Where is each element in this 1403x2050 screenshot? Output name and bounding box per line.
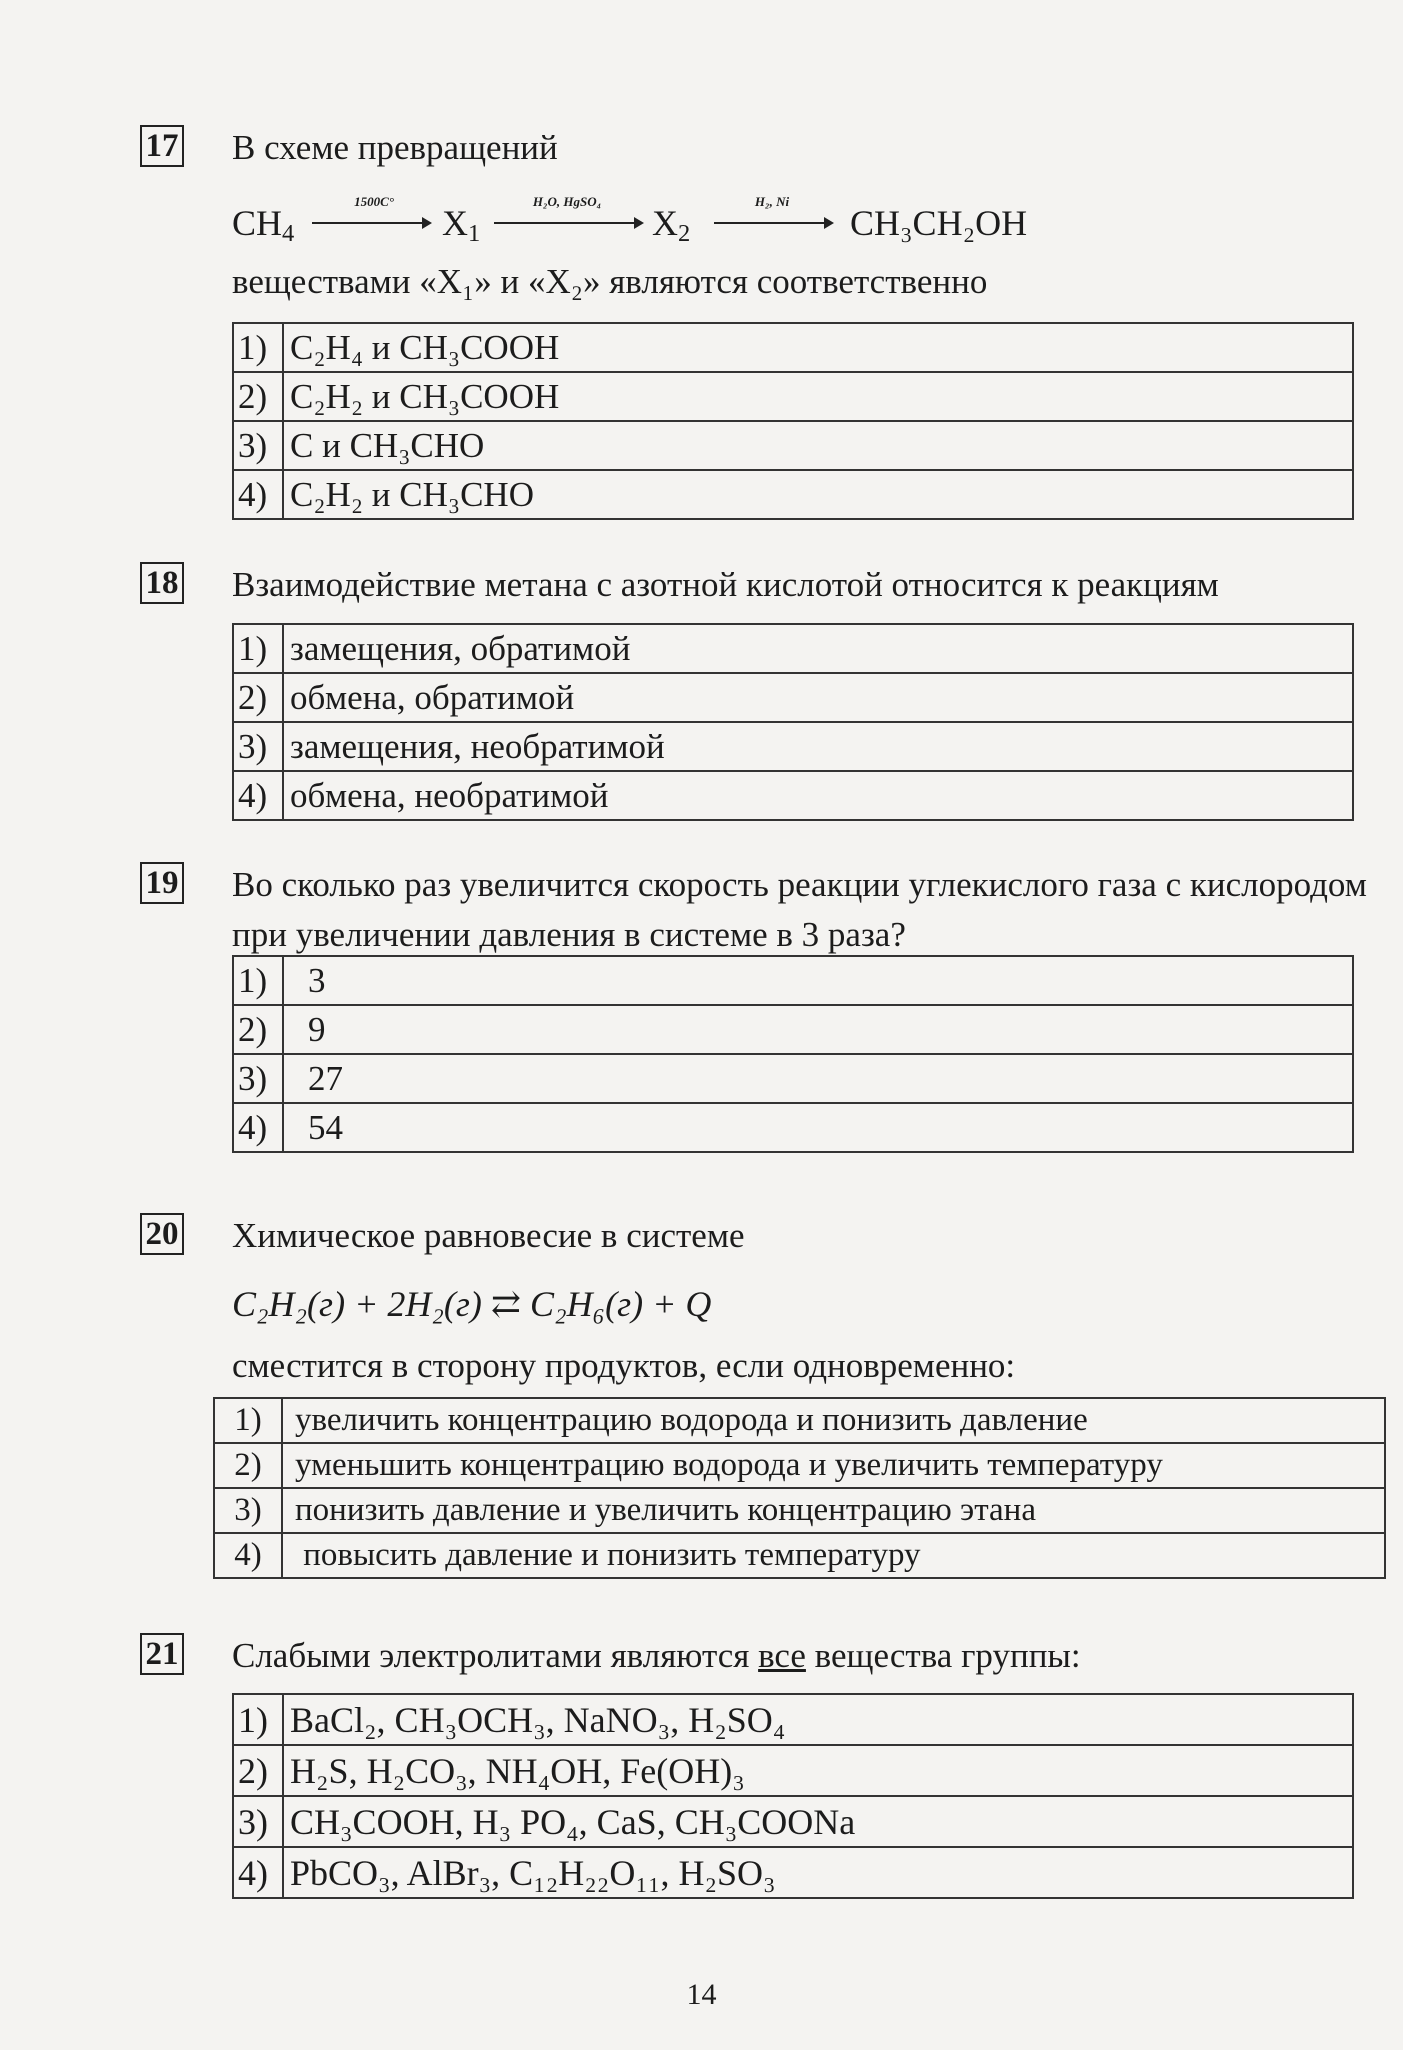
answer-row[interactable] bbox=[214, 1488, 1385, 1533]
question-intro: В схеме превращений bbox=[232, 128, 558, 167]
answer-row[interactable] bbox=[233, 624, 1353, 673]
answer-row[interactable] bbox=[214, 1398, 1385, 1443]
answer-text: замещения, обратимой bbox=[283, 624, 1353, 673]
answer-number: 3) bbox=[233, 1054, 283, 1103]
answer-number: 1) bbox=[233, 1694, 283, 1745]
scheme-start: $CH_4$ bbox=[232, 203, 295, 248]
answer-text: понизить давление и увеличить концентрацию этана bbox=[282, 1488, 1385, 1533]
equilibrium-equation: C₂H₂(г) + 2H₂(г) ⇄ C₂H₆(г) + Q bbox=[232, 1284, 712, 1324]
arrow-icon bbox=[312, 216, 432, 230]
arrow-icon bbox=[714, 216, 834, 230]
answer-number: 2) bbox=[214, 1443, 282, 1488]
answer-number: 4) bbox=[233, 470, 283, 519]
answer-text: увеличить концентрацию водорода и понизить давление bbox=[282, 1398, 1385, 1443]
question-number: 19 bbox=[140, 862, 184, 904]
answer-text: повысить давление и понизить температуру bbox=[282, 1533, 1385, 1578]
arrow-icon bbox=[494, 216, 644, 230]
answer-number: 4) bbox=[214, 1533, 282, 1578]
answer-number: 1) bbox=[214, 1398, 282, 1443]
answer-row[interactable] bbox=[233, 372, 1353, 421]
question-number: 21 bbox=[140, 1633, 184, 1675]
answer-text: 3 bbox=[283, 956, 1353, 1005]
answer-text: обмена, необратимой bbox=[283, 771, 1353, 820]
answer-row[interactable] bbox=[233, 1005, 1353, 1054]
question-number: 20 bbox=[140, 1213, 184, 1255]
answer-row[interactable] bbox=[233, 1847, 1353, 1898]
answer-row[interactable] bbox=[233, 1054, 1353, 1103]
answer-table bbox=[232, 955, 1354, 1153]
question-text bbox=[232, 1636, 1081, 1676]
question-intro: Химическое равновесие в системе bbox=[232, 1216, 745, 1255]
answer-table bbox=[213, 1397, 1386, 1579]
arrow-condition-3: H₂, Ni bbox=[754, 194, 790, 209]
answer-row[interactable] bbox=[233, 470, 1353, 519]
question-text-pre: Слабыми электролитами являются bbox=[232, 1636, 759, 1675]
answer-text: уменьшить концентрацию водорода и увеличить температуру bbox=[282, 1443, 1385, 1488]
answer-text: C₂H₄ и CH₃COOH bbox=[283, 323, 1353, 372]
answer-number: 2) bbox=[233, 1745, 283, 1796]
answer-number: 3) bbox=[233, 1796, 283, 1847]
answer-row[interactable] bbox=[214, 1533, 1385, 1578]
answer-number: 3) bbox=[233, 421, 283, 470]
answer-text: C₂H₂ и CH₃COOH bbox=[283, 372, 1353, 421]
answer-number: 3) bbox=[214, 1488, 282, 1533]
answer-number: 2) bbox=[233, 372, 283, 421]
answer-text: замещения, необратимой bbox=[283, 722, 1353, 771]
scheme-x1: $X_1$ bbox=[442, 203, 481, 248]
answer-row[interactable] bbox=[233, 722, 1353, 771]
scheme-end: CH₃CH₂OH bbox=[850, 203, 1028, 243]
answer-row[interactable] bbox=[233, 673, 1353, 722]
question-number: 18 bbox=[140, 562, 184, 604]
answer-table bbox=[232, 1693, 1354, 1899]
answer-number: 2) bbox=[233, 673, 283, 722]
answer-row[interactable] bbox=[214, 1443, 1385, 1488]
answer-number: 4) bbox=[233, 1847, 283, 1898]
transformation-scheme bbox=[232, 194, 1132, 248]
answer-row[interactable] bbox=[233, 1694, 1353, 1745]
answer-table bbox=[232, 623, 1354, 821]
question-text: Во сколько раз увеличится скорость реакции углекислого газа с кислородом при увеличении давления в системе в 3 раза? bbox=[232, 865, 1367, 954]
answer-row[interactable] bbox=[233, 421, 1353, 470]
question-number: 17 bbox=[140, 125, 184, 167]
answer-text: 27 bbox=[283, 1054, 1353, 1103]
question-text-post: вещества группы: bbox=[805, 1636, 1081, 1675]
answer-row[interactable] bbox=[233, 323, 1353, 372]
question-text-underlined: все bbox=[758, 1636, 806, 1675]
answer-text: PbCO₃, AlBr₃, C₁₂H₂₂O₁₁, H₂SO₃ bbox=[283, 1847, 1353, 1898]
question-text: веществами «X₁» и «X₂» являются соответственно bbox=[232, 262, 988, 301]
answer-number: 1) bbox=[233, 624, 283, 673]
answer-number: 1) bbox=[233, 323, 283, 372]
answer-row[interactable] bbox=[233, 1103, 1353, 1152]
answer-text: 9 bbox=[283, 1005, 1353, 1054]
answer-row[interactable] bbox=[233, 1745, 1353, 1796]
answer-number: 1) bbox=[233, 956, 283, 1005]
scheme-x2: $X_2$ bbox=[652, 203, 691, 248]
page-number: 14 bbox=[686, 1978, 717, 2011]
answer-text: CH₃COOH, H₃ PO₄, CaS, CH₃COONa bbox=[283, 1796, 1353, 1847]
answer-text: H₂S, H₂CO₃, NH₄OH, Fe(OH)₃ bbox=[283, 1745, 1353, 1796]
question-text: сместится в сторону продуктов, если одновременно: bbox=[232, 1346, 1016, 1385]
question-text: Взаимодействие метана с азотной кислотой относится к реакциям bbox=[232, 565, 1219, 604]
answer-number: 4) bbox=[233, 771, 283, 820]
answer-row[interactable] bbox=[233, 956, 1353, 1005]
answer-table bbox=[232, 322, 1354, 520]
answer-text: BaCl₂, CH₃OCH₃, NaNO₃, H₂SO₄ bbox=[283, 1694, 1353, 1745]
answer-text: C и CH₃CHO bbox=[283, 421, 1353, 470]
answer-text: обмена, обратимой bbox=[283, 673, 1353, 722]
arrow-condition-2: H₂O, HgSO₄ bbox=[532, 194, 602, 209]
arrow-condition-1: 1500C° bbox=[354, 194, 394, 209]
answer-row[interactable] bbox=[233, 1796, 1353, 1847]
answer-number: 2) bbox=[233, 1005, 283, 1054]
answer-number: 4) bbox=[233, 1103, 283, 1152]
answer-text: C₂H₂ и CH₃CHO bbox=[283, 470, 1353, 519]
answer-row[interactable] bbox=[233, 771, 1353, 820]
answer-text: 54 bbox=[283, 1103, 1353, 1152]
answer-number: 3) bbox=[233, 722, 283, 771]
